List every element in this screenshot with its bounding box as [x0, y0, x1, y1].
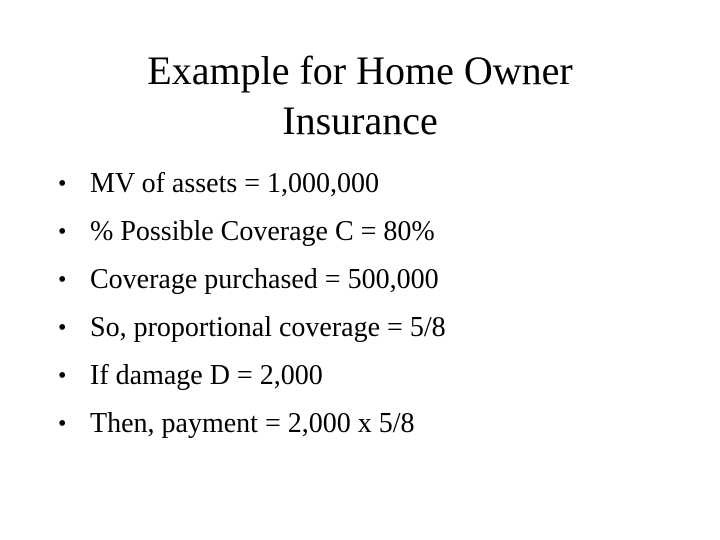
bullet-item-proportional-coverage — [58, 304, 678, 352]
slide-title — [60, 46, 660, 146]
bullet-item-damage — [58, 352, 678, 400]
bullet-text: % Possible Coverage C = 80% — [90, 216, 435, 247]
bullet-text: MV of assets = 1,000,000 — [90, 168, 380, 199]
bullet-icon: • — [58, 411, 67, 437]
bullet-icon: • — [58, 267, 67, 293]
bullet-text: Then, payment = 2,000 x 5/8 — [90, 408, 415, 439]
bullet-icon: • — [58, 315, 67, 341]
bullet-item-payment — [58, 400, 678, 448]
slide-title-line-2: Insurance — [282, 98, 438, 143]
bullet-icon: • — [58, 363, 67, 389]
bullet-text: Coverage purchased = 500,000 — [90, 264, 439, 295]
bullet-text: So, proportional coverage = 5/8 — [90, 312, 446, 343]
bullet-icon: • — [58, 171, 67, 197]
bullet-icon: • — [58, 219, 67, 245]
bullet-item-possible-coverage — [58, 208, 678, 256]
bullet-text: If damage D = 2,000 — [90, 360, 323, 391]
bullet-item-coverage-purchased — [58, 256, 678, 304]
bullet-list — [58, 160, 678, 448]
slide-title-line-1: Example for Home Owner — [147, 48, 573, 93]
bullet-item-mv-assets — [58, 160, 678, 208]
